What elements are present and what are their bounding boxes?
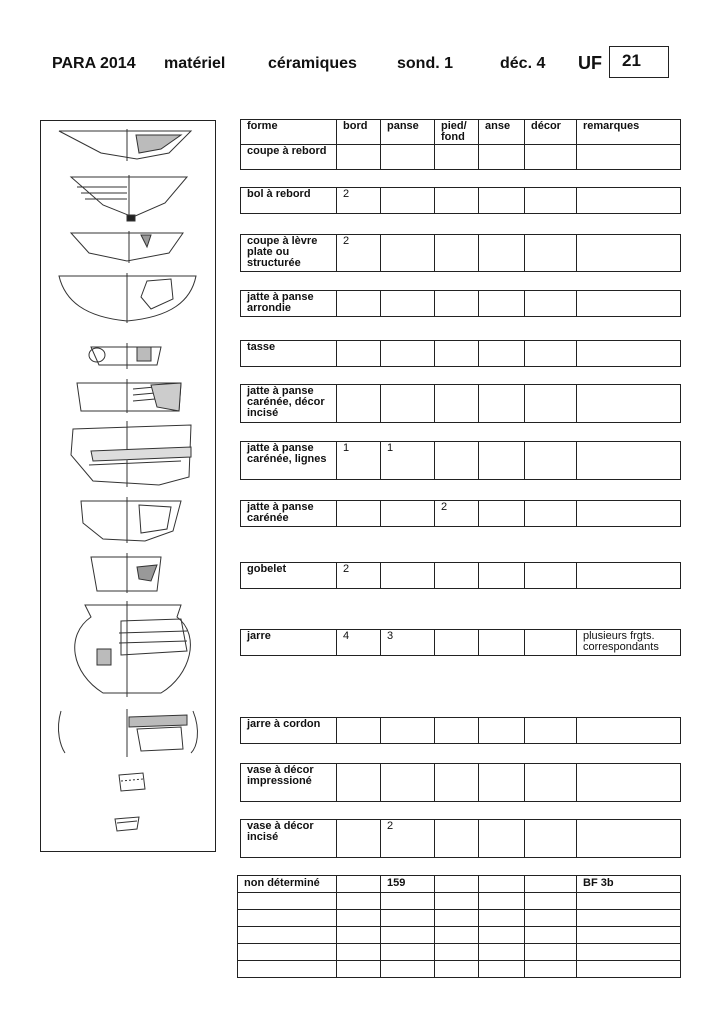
jarre-drawing <box>75 601 191 697</box>
row-decor <box>525 820 577 858</box>
row-decor <box>525 718 577 744</box>
undetermined-remarques: BF 3b <box>577 876 681 893</box>
row-forme: coupe à rebord <box>241 145 337 170</box>
blank-row <box>238 893 681 910</box>
row-forme: jatte à panse carénée <box>241 501 337 527</box>
blank-row <box>238 927 681 944</box>
row-remarques <box>577 341 681 367</box>
table-row <box>240 340 681 367</box>
table-row <box>240 384 681 423</box>
column-header-row <box>240 119 681 145</box>
row-pied <box>435 442 479 480</box>
row-bord <box>337 718 381 744</box>
row-anse <box>479 145 525 170</box>
coupe-a-levre-drawing <box>71 231 183 263</box>
undetermined-label: non déterminé <box>238 876 337 893</box>
row-forme: jatte à panse carénée, lignes <box>241 442 337 480</box>
jatte-panse-arrondie-drawing <box>59 273 196 323</box>
table-row <box>240 234 681 272</box>
gobelet-drawing <box>91 553 161 593</box>
row-anse <box>479 341 525 367</box>
row-anse <box>479 764 525 802</box>
row-pied <box>435 291 479 317</box>
blank-row <box>238 944 681 961</box>
project-label: PARA 2014 <box>52 55 136 72</box>
row-decor <box>525 291 577 317</box>
blank-row <box>238 961 681 978</box>
col-remarques: remarques <box>577 120 681 145</box>
row-remarques <box>577 385 681 423</box>
row-panse <box>381 235 435 272</box>
row-remarques <box>577 764 681 802</box>
row-remarques <box>577 820 681 858</box>
row-bord: 2 <box>337 188 381 214</box>
category-label: céramiques <box>268 55 357 72</box>
jatte-carenee-decor-incise-drawing <box>77 379 181 413</box>
row-panse <box>381 764 435 802</box>
row-forme: coupe à lèvre plate ou structurée <box>241 235 337 272</box>
row-pied: 2 <box>435 501 479 527</box>
row-remarques: plusieurs frgts. correspondants <box>577 630 681 656</box>
col-forme: forme <box>241 120 337 145</box>
jarre-a-cordon-drawing <box>58 709 197 757</box>
row-anse <box>479 718 525 744</box>
row-forme: vase à décor impressioné <box>241 764 337 802</box>
row-remarques <box>577 291 681 317</box>
row-bord <box>337 341 381 367</box>
table-row <box>240 144 681 170</box>
undetermined-panse: 159 <box>381 876 435 893</box>
col-anse: anse <box>479 120 525 145</box>
table-row <box>240 187 681 214</box>
row-pied <box>435 764 479 802</box>
row-anse <box>479 385 525 423</box>
row-decor <box>525 188 577 214</box>
row-panse <box>381 718 435 744</box>
row-pied <box>435 145 479 170</box>
row-anse <box>479 188 525 214</box>
row-forme: vase à décor incisé <box>241 820 337 858</box>
row-forme: bol à rebord <box>241 188 337 214</box>
row-panse <box>381 385 435 423</box>
row-decor <box>525 385 577 423</box>
row-forme: jatte à panse arrondie <box>241 291 337 317</box>
row-remarques <box>577 718 681 744</box>
uf-label: UF <box>578 53 602 73</box>
pottery-drawings-panel <box>40 120 216 852</box>
row-remarques <box>577 501 681 527</box>
row-pied <box>435 235 479 272</box>
row-decor <box>525 630 577 656</box>
row-decor <box>525 764 577 802</box>
row-panse <box>381 341 435 367</box>
undetermined-decor <box>525 876 577 893</box>
jatte-carenee-drawing <box>81 497 181 543</box>
table-row <box>240 629 681 656</box>
decapage-label: déc. 4 <box>500 55 546 72</box>
row-bord <box>337 501 381 527</box>
jatte-carenee-lignes-drawing <box>71 421 191 487</box>
row-anse <box>479 630 525 656</box>
row-anse <box>479 442 525 480</box>
material-label: matériel <box>164 55 226 72</box>
undetermined-anse <box>479 876 525 893</box>
row-panse: 1 <box>381 442 435 480</box>
table-row <box>240 763 681 802</box>
table-row <box>240 717 681 744</box>
row-remarques <box>577 188 681 214</box>
table-row <box>240 562 681 589</box>
row-panse <box>381 291 435 317</box>
vase-decor-impressione-drawing <box>119 773 145 791</box>
row-pied <box>435 188 479 214</box>
row-pied <box>435 341 479 367</box>
col-pied-fond: pied/ fond <box>435 120 479 145</box>
row-anse <box>479 291 525 317</box>
table-row <box>240 819 681 858</box>
row-forme: jatte à panse carénée, décor incisé <box>241 385 337 423</box>
row-forme: gobelet <box>241 563 337 589</box>
row-bord <box>337 764 381 802</box>
blank-row <box>238 910 681 927</box>
row-forme: jarre à cordon <box>241 718 337 744</box>
row-panse <box>381 145 435 170</box>
vase-decor-incise-drawing <box>115 817 139 831</box>
row-bord <box>337 291 381 317</box>
row-panse: 3 <box>381 630 435 656</box>
tasse-drawing <box>89 343 161 369</box>
table-row <box>240 441 681 480</box>
row-panse <box>381 563 435 589</box>
undetermined-table <box>237 875 681 978</box>
row-bord <box>337 385 381 423</box>
row-decor <box>525 501 577 527</box>
row-decor <box>525 341 577 367</box>
row-forme: tasse <box>241 341 337 367</box>
row-decor <box>525 235 577 272</box>
row-pied <box>435 630 479 656</box>
row-remarques <box>577 563 681 589</box>
row-decor <box>525 563 577 589</box>
uf-value-box: 21 <box>609 46 669 78</box>
row-anse <box>479 501 525 527</box>
col-panse: panse <box>381 120 435 145</box>
coupe-a-rebord-drawing <box>59 129 191 161</box>
row-remarques <box>577 145 681 170</box>
row-pied <box>435 820 479 858</box>
row-panse <box>381 188 435 214</box>
row-forme: jarre <box>241 630 337 656</box>
row-remarques <box>577 442 681 480</box>
row-anse <box>479 235 525 272</box>
bol-a-rebord-drawing <box>71 175 187 221</box>
row-panse: 2 <box>381 820 435 858</box>
row-decor <box>525 145 577 170</box>
undetermined-pied <box>435 876 479 893</box>
row-pied <box>435 385 479 423</box>
table-row <box>240 290 681 317</box>
row-panse <box>381 501 435 527</box>
row-decor <box>525 442 577 480</box>
col-decor: décor <box>525 120 577 145</box>
row-bord: 4 <box>337 630 381 656</box>
row-bord <box>337 145 381 170</box>
table-row <box>240 500 681 527</box>
row-bord: 2 <box>337 563 381 589</box>
row-bord: 1 <box>337 442 381 480</box>
row-pied <box>435 563 479 589</box>
col-bord: bord <box>337 120 381 145</box>
sondage-label: sond. 1 <box>397 55 454 72</box>
undetermined-bord <box>337 876 381 893</box>
row-bord <box>337 820 381 858</box>
row-bord: 2 <box>337 235 381 272</box>
row-anse <box>479 563 525 589</box>
row-pied <box>435 718 479 744</box>
row-anse <box>479 820 525 858</box>
row-remarques <box>577 235 681 272</box>
